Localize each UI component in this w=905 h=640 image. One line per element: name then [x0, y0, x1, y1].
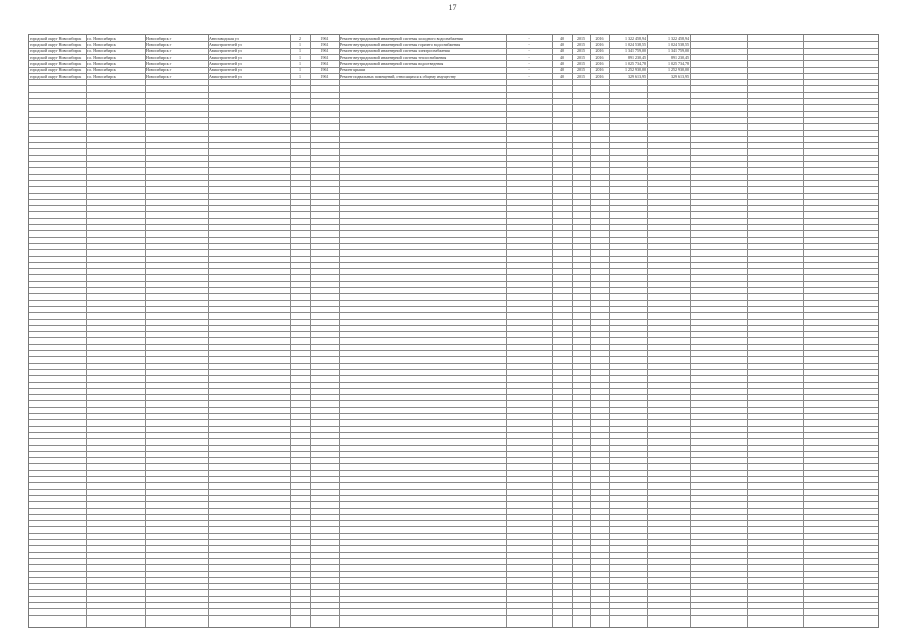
row-divider	[29, 520, 878, 521]
column-divider	[747, 35, 748, 627]
row-divider	[29, 407, 878, 408]
row-divider	[29, 237, 878, 238]
table-cell: 1 024 538,55	[668, 42, 689, 48]
row-divider	[29, 596, 878, 597]
row-divider	[29, 312, 878, 313]
table-cell: Новосибирск г	[146, 35, 172, 41]
table-cell: г.о. Новосибирск	[87, 67, 116, 73]
table-cell: 891 230,45	[671, 54, 689, 60]
row-divider	[29, 130, 878, 131]
row-divider	[29, 331, 878, 332]
row-divider	[29, 514, 878, 515]
column-divider	[552, 35, 553, 627]
table-cell: Автозаводская ул	[209, 35, 239, 41]
table-cell: Авиастроителей ул	[209, 54, 242, 60]
row-divider	[29, 300, 878, 301]
table-cell: 1 322 458,94	[625, 35, 646, 41]
row-divider	[29, 117, 878, 118]
row-divider	[29, 350, 878, 351]
table-cell: Ремонт крыши	[340, 67, 366, 73]
row-divider	[29, 413, 878, 414]
row-divider	[29, 369, 878, 370]
table-cell: городской округ Новосибирск	[30, 54, 82, 60]
table-cell: Авиастроителей ул	[209, 42, 242, 48]
row-divider	[29, 249, 878, 250]
row-divider	[29, 111, 878, 112]
table-cell: Новосибирск г	[146, 61, 172, 66]
table-cell: 329 613,95	[671, 73, 689, 79]
column-divider	[145, 35, 146, 627]
table-cell: 40	[560, 73, 564, 79]
row-divider	[29, 293, 878, 294]
table-cell: Ремонт внутридомовой инженерной системы холодного водоснабжения	[340, 35, 463, 41]
row-divider	[29, 268, 878, 269]
row-divider	[29, 136, 878, 137]
row-divider	[29, 262, 878, 263]
table-cell: 1961	[320, 73, 329, 79]
table-cell: 40	[560, 48, 564, 54]
table-cell: 2015	[577, 54, 585, 60]
row-divider	[29, 205, 878, 206]
row-divider	[29, 155, 878, 156]
table-cell: 2016	[595, 61, 604, 66]
table-cell: городской округ Новосибирск	[30, 48, 82, 54]
row-divider	[29, 319, 878, 320]
table-cell: Ремонт внутридомовой инженерной системы теплоснабжения	[340, 54, 447, 60]
table-cell: -	[528, 54, 530, 60]
table-cell: 1961	[320, 67, 329, 73]
table-cell: Авиастроителей ул	[209, 73, 242, 79]
table-cell: 1	[299, 54, 301, 60]
row-divider	[29, 495, 878, 496]
row-divider	[29, 482, 878, 483]
table-cell: Авиастроителей ул	[209, 67, 242, 73]
row-divider	[29, 199, 878, 200]
row-divider	[29, 501, 878, 502]
table-cell: 2016	[595, 42, 604, 48]
row-divider	[29, 356, 878, 357]
table-cell: 2016	[595, 73, 604, 79]
table-cell: 1 322 458,94	[668, 35, 689, 41]
table-cell: -	[528, 48, 530, 54]
table-cell: 1961	[320, 54, 329, 60]
table-cell: 40	[560, 61, 564, 66]
column-divider	[339, 35, 340, 627]
row-divider	[29, 400, 878, 401]
row-divider	[29, 142, 878, 143]
row-divider	[29, 533, 878, 534]
table-cell: 2016	[595, 35, 604, 41]
row-divider	[29, 363, 878, 364]
table-cell: г.о. Новосибирск	[87, 42, 116, 48]
table-cell: Ремонт внутридомовой инженерной системы водоотведения	[340, 61, 444, 66]
table-cell: 1 025 734,78	[625, 61, 646, 66]
row-divider	[29, 445, 878, 446]
table-cell: 1 252 930,00	[668, 67, 689, 73]
table-cell: 329 613,95	[628, 73, 646, 79]
column-divider	[310, 35, 311, 627]
table-cell: 1	[299, 61, 301, 66]
column-divider	[208, 35, 209, 627]
data-table	[28, 34, 879, 628]
row-divider	[29, 577, 878, 578]
table-cell: г.о. Новосибирск	[87, 54, 116, 60]
table-cell: 40	[560, 67, 564, 73]
column-divider	[647, 35, 648, 627]
row-divider	[29, 274, 878, 275]
table-cell: -	[528, 35, 530, 41]
row-divider	[29, 98, 878, 99]
table-cell: Новосибирск г	[146, 73, 172, 79]
table-cell: -	[528, 67, 530, 73]
row-divider	[29, 148, 878, 149]
row-divider	[29, 539, 878, 540]
table-cell: 1961	[320, 61, 329, 66]
column-divider	[572, 35, 573, 627]
table-cell: 1	[299, 73, 301, 79]
table-cell: Авиастроителей ул	[209, 48, 242, 54]
column-divider	[86, 35, 87, 627]
column-divider	[506, 35, 507, 627]
row-divider	[29, 325, 878, 326]
row-divider	[29, 571, 878, 572]
table-cell: Ремонт внутридомовой инженерной системы электроснабжения	[340, 48, 450, 54]
table-cell: городской округ Новосибирск	[30, 42, 82, 48]
row-divider	[29, 526, 878, 527]
row-divider	[29, 375, 878, 376]
table-cell: Новосибирск г	[146, 67, 172, 73]
row-divider	[29, 211, 878, 212]
row-divider	[29, 92, 878, 93]
table-cell: 1 341 759,00	[625, 48, 646, 54]
table-cell: г.о. Новосибирск	[87, 73, 116, 79]
row-divider	[29, 167, 878, 168]
table-cell: 1	[299, 48, 301, 54]
column-divider	[290, 35, 291, 627]
table-cell: 2	[299, 35, 301, 41]
table-cell: -	[528, 61, 530, 66]
table-cell: 1961	[320, 48, 329, 54]
table-cell: 40	[560, 54, 564, 60]
row-divider	[29, 287, 878, 288]
row-divider	[29, 476, 878, 477]
row-divider	[29, 243, 878, 244]
row-divider	[29, 419, 878, 420]
row-divider	[29, 79, 878, 80]
row-divider	[29, 388, 878, 389]
table-cell: 2015	[577, 61, 585, 66]
table-cell: г.о. Новосибирск	[87, 48, 116, 54]
row-divider	[29, 451, 878, 452]
table-cell: 1 025 734,78	[668, 61, 689, 66]
row-divider	[29, 457, 878, 458]
table-cell: 1961	[320, 35, 329, 41]
row-divider	[29, 306, 878, 307]
table-cell: городской округ Новосибирск	[30, 35, 82, 41]
table-cell: городской округ Новосибирск	[30, 61, 82, 66]
table-cell: -	[528, 42, 530, 48]
row-divider	[29, 230, 878, 231]
row-divider	[29, 583, 878, 584]
row-divider	[29, 85, 878, 86]
table-cell: 2015	[577, 67, 585, 73]
table-cell: городской округ Новосибирск	[30, 67, 82, 73]
row-divider	[29, 180, 878, 181]
table-cell: 2016	[595, 67, 604, 73]
column-divider	[609, 35, 610, 627]
table-cell: 1	[299, 42, 301, 48]
row-divider	[29, 218, 878, 219]
table-cell: Ремонт подвальных помещений, относящихся к общему имуществу	[340, 73, 456, 79]
row-divider	[29, 394, 878, 395]
table-cell: 2015	[577, 48, 585, 54]
row-divider	[29, 104, 878, 105]
table-cell: 1 024 538,55	[625, 42, 646, 48]
row-divider	[29, 193, 878, 194]
row-divider	[29, 432, 878, 433]
table-cell: -	[528, 73, 530, 79]
row-divider	[29, 224, 878, 225]
row-divider	[29, 337, 878, 338]
page-number: 17	[448, 3, 457, 12]
table-cell: 1961	[320, 42, 329, 48]
table-cell: 2015	[577, 42, 585, 48]
row-divider	[29, 545, 878, 546]
table-cell: 2016	[595, 48, 604, 54]
row-divider	[29, 426, 878, 427]
table-cell: Новосибирск г	[146, 54, 172, 60]
row-divider	[29, 161, 878, 162]
table-cell: 1 252 930,00	[625, 67, 646, 73]
column-divider	[803, 35, 804, 627]
table-cell: 40	[560, 35, 564, 41]
row-divider	[29, 508, 878, 509]
table-cell: Новосибирск г	[146, 42, 172, 48]
table-cell: Новосибирск г	[146, 48, 172, 54]
row-divider	[29, 463, 878, 464]
table-cell: 40	[560, 42, 564, 48]
row-divider	[29, 558, 878, 559]
row-divider	[29, 589, 878, 590]
table-cell: 891 230,45	[628, 54, 646, 60]
row-divider	[29, 552, 878, 553]
row-divider	[29, 564, 878, 565]
table-cell: г.о. Новосибирск	[87, 35, 116, 41]
table-cell: 2015	[577, 73, 585, 79]
row-divider	[29, 615, 878, 616]
table-cell: 1 341 759,00	[668, 48, 689, 54]
row-divider	[29, 123, 878, 124]
table-cell: г.о. Новосибирск	[87, 61, 116, 66]
row-divider	[29, 602, 878, 603]
table-cell: 1	[299, 67, 301, 73]
row-divider	[29, 470, 878, 471]
table-cell: городской округ Новосибирск	[30, 73, 82, 79]
row-divider	[29, 281, 878, 282]
column-divider	[690, 35, 691, 627]
row-divider	[29, 438, 878, 439]
table-cell: Авиастроителей ул	[209, 61, 242, 66]
row-divider	[29, 608, 878, 609]
row-divider	[29, 489, 878, 490]
row-divider	[29, 186, 878, 187]
row-divider	[29, 174, 878, 175]
table-cell: 2016	[595, 54, 604, 60]
row-divider	[29, 382, 878, 383]
table-cell: Ремонт внутридомовой инженерной системы горячего водоснабжения	[340, 42, 461, 48]
row-divider	[29, 344, 878, 345]
row-divider	[29, 256, 878, 257]
column-divider	[590, 35, 591, 627]
table-cell: 2015	[577, 35, 585, 41]
